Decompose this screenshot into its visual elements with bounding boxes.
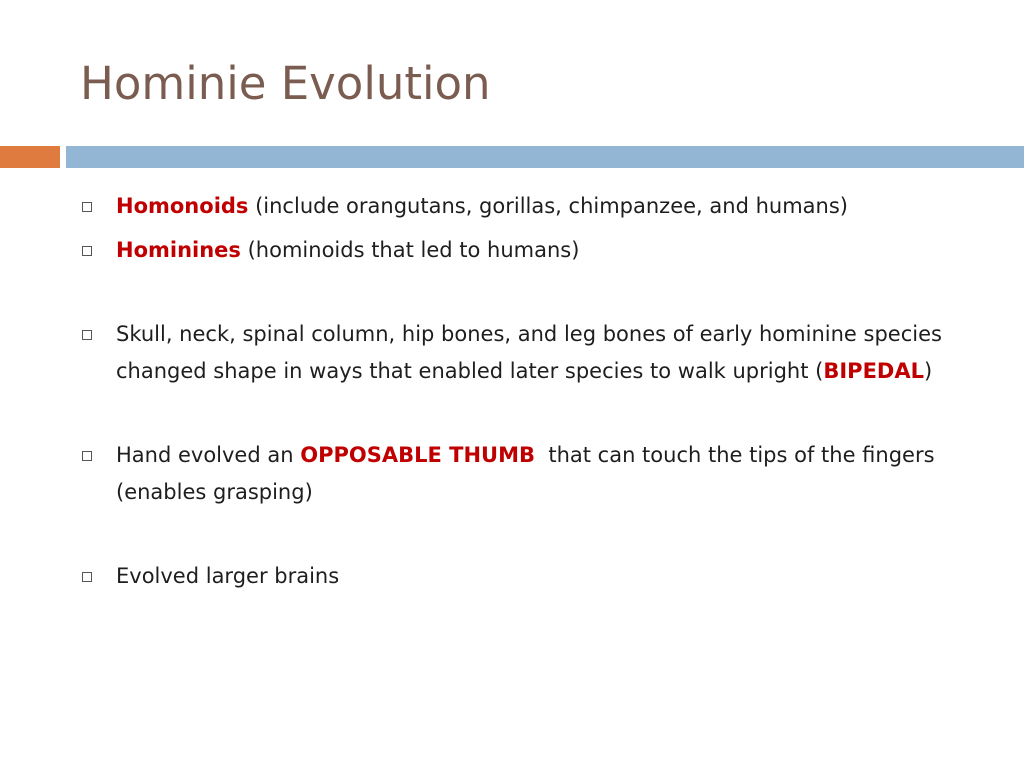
bullet-list	[82, 188, 982, 595]
bullet-text: that can touch the tips of the fingers (enables grasping)	[116, 443, 942, 504]
hollow-square-icon	[82, 246, 92, 256]
bullet-text: )	[923, 359, 933, 383]
bullet-text: (include orangutans, gorillas, chimpanzee, and humans)	[248, 194, 848, 218]
bullet-emphasis: OPPOSABLE THUMB	[300, 443, 535, 467]
bullet-text: Skull, neck, spinal column, hip bones, and leg bones of early hominine species changed shape in ways that enabled later species to walk upright (	[116, 322, 942, 383]
slide-title: Hominie Evolution	[80, 57, 491, 110]
bullet-text: Evolved larger brains	[116, 564, 340, 588]
bullet-emphasis: Homonoids	[116, 194, 249, 218]
bullet-item	[82, 316, 982, 390]
bullet-emphasis: BIPEDAL	[823, 359, 924, 383]
bullet-item	[82, 188, 982, 225]
hollow-square-icon	[82, 202, 92, 212]
bullet-text: Hand evolved an	[116, 443, 301, 467]
hollow-square-icon	[82, 451, 92, 461]
hollow-square-icon	[82, 330, 92, 340]
bullet-item	[82, 558, 982, 595]
title-underline-bar	[66, 146, 1024, 168]
bullet-item	[82, 232, 982, 269]
bullet-item	[82, 437, 982, 511]
bullet-emphasis: Hominines	[116, 238, 241, 262]
bullet-text: (hominoids that led to humans)	[240, 238, 580, 262]
title-underline-accent	[0, 146, 60, 168]
hollow-square-icon	[82, 572, 92, 582]
